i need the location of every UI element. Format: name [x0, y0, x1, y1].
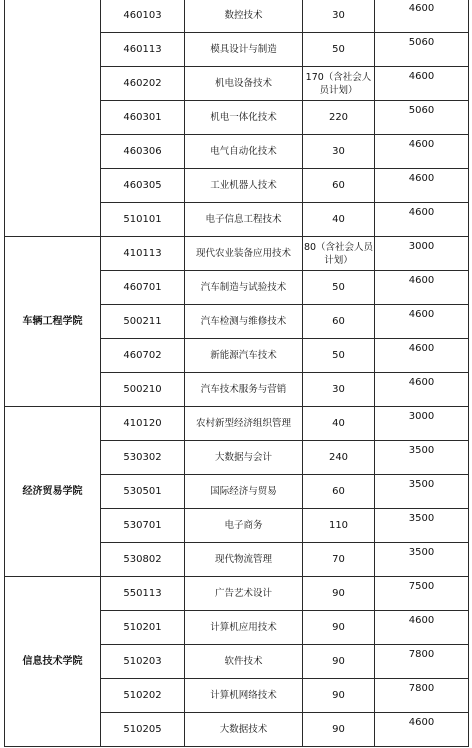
major-code-cell: 530802: [101, 543, 185, 577]
major-name-cell: 电子信息工程技术: [185, 203, 303, 237]
plan-count-cell: 90: [303, 611, 375, 645]
major-code-cell: 460202: [101, 67, 185, 101]
major-name-cell: 工业机器人技术: [185, 169, 303, 203]
table-row: [5, 577, 469, 611]
plan-count-cell: 90: [303, 713, 375, 747]
table-row: [5, 237, 469, 271]
major-name-cell: 机电设备技术: [185, 67, 303, 101]
major-name-cell: 软件技术: [185, 645, 303, 679]
tuition-fee-cell: 4600: [375, 67, 469, 101]
tuition-fee-cell: 3000: [375, 407, 469, 441]
tuition-fee-cell: 4600: [375, 0, 469, 33]
plan-count-cell: 90: [303, 679, 375, 713]
plan-count-cell: 90: [303, 645, 375, 679]
major-name-cell: 现代物流管理: [185, 543, 303, 577]
major-name-cell: 汽车技术服务与营销: [185, 373, 303, 407]
plan-count-cell: 30: [303, 373, 375, 407]
tuition-fee-cell: 4600: [375, 373, 469, 407]
major-name-cell: 数控技术: [185, 0, 303, 33]
major-code-cell: 530501: [101, 475, 185, 509]
tuition-fee-cell: 5060: [375, 101, 469, 135]
plan-count-cell: 50: [303, 339, 375, 373]
major-code-cell: 410120: [101, 407, 185, 441]
college-cell: [5, 0, 101, 237]
major-code-cell: 460306: [101, 135, 185, 169]
major-name-cell: 机电一体化技术: [185, 101, 303, 135]
college-cell: 车辆工程学院: [5, 237, 101, 407]
major-name-cell: 电气自动化技术: [185, 135, 303, 169]
tuition-fee-cell: 4600: [375, 169, 469, 203]
major-code-cell: 460305: [101, 169, 185, 203]
major-code-cell: 550113: [101, 577, 185, 611]
tuition-fee-cell: 3000: [375, 237, 469, 271]
major-name-cell: 汽车检测与维修技术: [185, 305, 303, 339]
major-name-cell: 现代农业装备应用技术: [185, 237, 303, 271]
tuition-fee-cell: 3500: [375, 509, 469, 543]
table-row: [5, 407, 469, 441]
major-code-cell: 410113: [101, 237, 185, 271]
tuition-fee-cell: 3500: [375, 441, 469, 475]
plan-count-cell: 60: [303, 169, 375, 203]
major-name-cell: 大数据与会计: [185, 441, 303, 475]
major-code-cell: 460113: [101, 33, 185, 67]
plan-count-cell: 50: [303, 271, 375, 305]
plan-count-cell: 50: [303, 33, 375, 67]
college-cell: 经济贸易学院: [5, 407, 101, 577]
tuition-fee-cell: 4600: [375, 339, 469, 373]
major-code-cell: 530302: [101, 441, 185, 475]
major-name-cell: 大数据技术: [185, 713, 303, 747]
major-code-cell: 460702: [101, 339, 185, 373]
plan-count-cell: 30: [303, 0, 375, 33]
enrollment-table-sheet: [4, 0, 468, 747]
major-name-cell: 模具设计与制造: [185, 33, 303, 67]
major-code-cell: 510205: [101, 713, 185, 747]
plan-count-cell: 220: [303, 101, 375, 135]
major-name-cell: 汽车制造与试验技术: [185, 271, 303, 305]
major-code-cell: 500210: [101, 373, 185, 407]
tuition-fee-cell: 4600: [375, 271, 469, 305]
major-code-cell: 460701: [101, 271, 185, 305]
plan-count-cell: 110: [303, 509, 375, 543]
plan-count-cell: 70: [303, 543, 375, 577]
major-code-cell: 530701: [101, 509, 185, 543]
tuition-fee-cell: 5060: [375, 33, 469, 67]
tuition-fee-cell: 4600: [375, 203, 469, 237]
major-code-cell: 500211: [101, 305, 185, 339]
major-name-cell: 农村新型经济组织管理: [185, 407, 303, 441]
plan-count-cell: 170（含社会人员计划）: [303, 67, 375, 101]
major-code-cell: 460301: [101, 101, 185, 135]
plan-count-cell: 90: [303, 577, 375, 611]
enrollment-table: [4, 0, 469, 747]
tuition-fee-cell: 4600: [375, 135, 469, 169]
tuition-fee-cell: 3500: [375, 543, 469, 577]
major-name-cell: 广告艺术设计: [185, 577, 303, 611]
major-code-cell: 510203: [101, 645, 185, 679]
tuition-fee-cell: 7800: [375, 679, 469, 713]
major-name-cell: 计算机应用技术: [185, 611, 303, 645]
major-name-cell: 电子商务: [185, 509, 303, 543]
major-name-cell: 新能源汽车技术: [185, 339, 303, 373]
major-code-cell: 510202: [101, 679, 185, 713]
plan-count-cell: 60: [303, 475, 375, 509]
tuition-fee-cell: 4600: [375, 713, 469, 747]
college-cell: 信息技术学院: [5, 577, 101, 747]
tuition-fee-cell: 4600: [375, 305, 469, 339]
tuition-fee-cell: 7500: [375, 577, 469, 611]
tuition-fee-cell: 4600: [375, 611, 469, 645]
major-name-cell: 国际经济与贸易: [185, 475, 303, 509]
plan-count-cell: 240: [303, 441, 375, 475]
table-body: [5, 0, 469, 747]
major-code-cell: 510201: [101, 611, 185, 645]
plan-count-cell: 40: [303, 407, 375, 441]
plan-count-cell: 30: [303, 135, 375, 169]
table-row: [5, 0, 469, 33]
major-code-cell: 510101: [101, 203, 185, 237]
tuition-fee-cell: 3500: [375, 475, 469, 509]
tuition-fee-cell: 7800: [375, 645, 469, 679]
plan-count-cell: 60: [303, 305, 375, 339]
plan-count-cell: 40: [303, 203, 375, 237]
major-name-cell: 计算机网络技术: [185, 679, 303, 713]
major-code-cell: 460103: [101, 0, 185, 33]
plan-count-cell: 80（含社会人员计划）: [303, 237, 375, 271]
